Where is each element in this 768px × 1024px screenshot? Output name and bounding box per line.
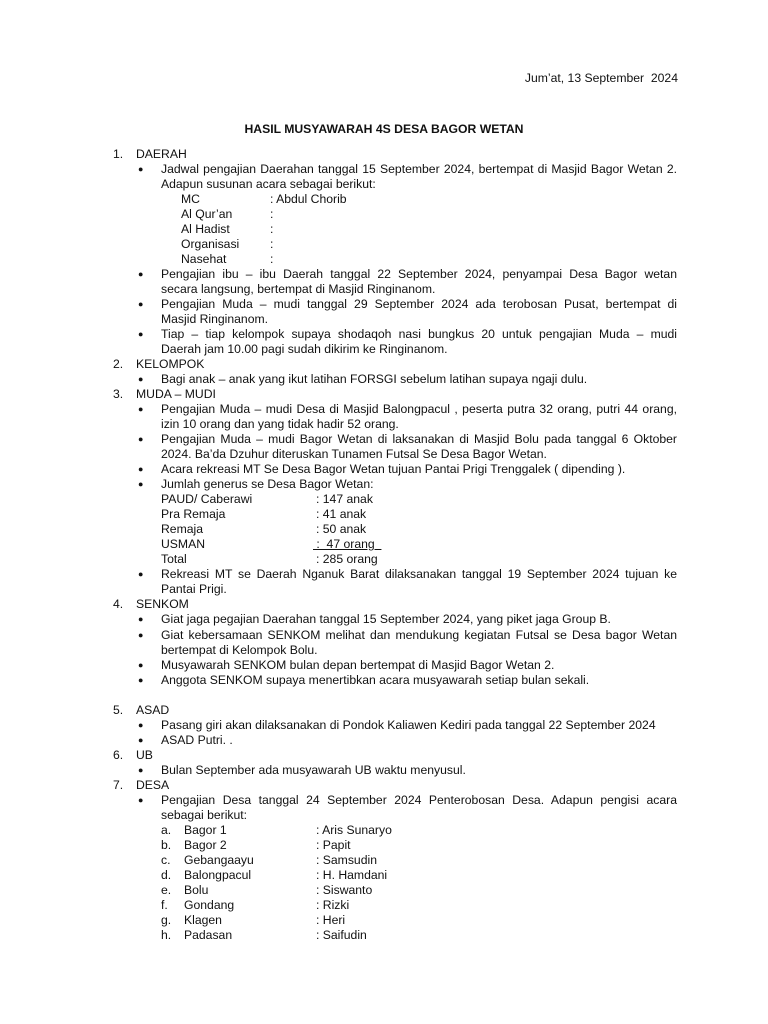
section-title: UB bbox=[136, 748, 153, 762]
section-title: KELOMPOK bbox=[136, 357, 205, 371]
generus-label: Remaja bbox=[161, 522, 203, 536]
document-date: Jum’at, 13 September 2024 bbox=[524, 71, 678, 85]
bullet-text: ASAD Putri. . bbox=[161, 733, 233, 747]
pengisi-value: : Siswanto bbox=[316, 883, 373, 897]
bullet-icon: ● bbox=[138, 720, 144, 730]
bullet-text: Rekreasi MT se Daerah Nganuk Barat dilaksanakan tanggal 19 September 2024 tujuan ke bbox=[161, 567, 677, 581]
bullet-text: Pengajian Muda – mudi tanggal 29 September 2024 ada terobosan Pusat, bertempat di bbox=[161, 297, 677, 311]
section-number: 7. bbox=[113, 778, 124, 792]
bullet-text: bertempat di Kelompok Bolu. bbox=[161, 643, 318, 657]
bullet-icon: ● bbox=[138, 299, 144, 309]
document-title: HASIL MUSYAWARAH 4S DESA BAGOR WETAN bbox=[244, 122, 524, 136]
bullet-text: Pasang giri akan dilaksanakan di Pondok Kaliawen Kediri pada tanggal 22 September 2024 bbox=[161, 718, 656, 732]
section-title: ASAD bbox=[136, 703, 170, 717]
generus-value: : 147 anak bbox=[316, 492, 373, 506]
pengisi-letter: b. bbox=[161, 838, 172, 852]
bullet-text: Acara rekreasi MT Se Desa Bagor Wetan tujuan Pantai Prigi Trenggalek ( dipending ). bbox=[161, 462, 626, 476]
generus-value: : 285 orang bbox=[316, 552, 378, 566]
section-title: SENKOM bbox=[136, 597, 189, 611]
bullet-text: secara langsung, bertempat di Masjid Ringinanom. bbox=[161, 282, 436, 296]
section-number: 4. bbox=[113, 597, 124, 611]
pengisi-label: Bagor 2 bbox=[184, 838, 227, 852]
pengisi-letter: d. bbox=[161, 868, 172, 882]
bullet-icon: ● bbox=[138, 329, 144, 339]
pengisi-letter: h. bbox=[161, 928, 172, 942]
bullet-text: Pengajian Muda – mudi Bagor Wetan di laksanakan di Masjid Bolu pada tanggal 6 Oktober bbox=[161, 432, 677, 446]
bullet-text: Giat kebersamaan SENKOM melihat dan mendukung kegiatan Futsal se Desa bagor Wetan bbox=[161, 628, 677, 642]
bullet-text: Tiap – tiap kelompok supaya shodaqoh nasi bungkus 20 untuk pengajian Muda – mudi bbox=[161, 327, 677, 341]
pengisi-letter: f. bbox=[161, 898, 168, 912]
pengisi-label: Gondang bbox=[184, 898, 235, 912]
pengisi-value: : Samsudin bbox=[316, 853, 377, 867]
bullet-icon: ● bbox=[138, 614, 144, 624]
pengisi-value: : Saifudin bbox=[316, 928, 367, 942]
section-number: 3. bbox=[113, 387, 124, 401]
bullet-icon: ● bbox=[138, 269, 144, 279]
section-title: DAERAH bbox=[136, 147, 187, 161]
pengisi-label: Gebangaayu bbox=[184, 853, 254, 867]
bullet-icon: ● bbox=[138, 660, 144, 670]
bullet-text: Jadwal pengajian Daerahan tanggal 15 September 2024, bertempat di Masjid Bagor Wetan 2. bbox=[161, 162, 677, 176]
acara-label: MC bbox=[181, 192, 200, 206]
pengisi-label: Padasan bbox=[184, 928, 233, 942]
acara-value: : bbox=[270, 207, 274, 221]
pengisi-value: : H. Hamdani bbox=[316, 868, 388, 882]
bullet-text: Masjid Ringinanom. bbox=[161, 312, 269, 326]
bullet-text: sebagai berikut: bbox=[161, 808, 248, 822]
bullet-icon: ● bbox=[138, 569, 144, 579]
generus-value: : 41 anak bbox=[316, 507, 367, 521]
section-title: DESA bbox=[136, 778, 170, 792]
pengisi-value: : Rizki bbox=[316, 898, 350, 912]
bullet-text: Pengajian Desa tanggal 24 September 2024 Penterobosan Desa. Adapun pengisi acara bbox=[161, 793, 677, 807]
bullet-icon: ● bbox=[138, 404, 144, 414]
acara-label: Organisasi bbox=[181, 237, 240, 251]
acara-label: Al Hadist bbox=[181, 222, 230, 236]
pengisi-letter: e. bbox=[161, 883, 172, 897]
bullet-text: Pengajian ibu – ibu Daerah tanggal 22 September 2024, penyampai Desa Bagor wetan bbox=[161, 267, 677, 281]
acara-value: : bbox=[270, 252, 274, 266]
bullet-icon: ● bbox=[138, 434, 144, 444]
bullet-icon: ● bbox=[138, 735, 144, 745]
generus-value: : 50 anak bbox=[316, 522, 367, 536]
section-number: 6. bbox=[113, 748, 124, 762]
acara-value: : Abdul Chorib bbox=[270, 192, 347, 206]
pengisi-label: Bolu bbox=[184, 883, 209, 897]
generus-label: USMAN bbox=[161, 537, 206, 551]
pengisi-value: : Aris Sunaryo bbox=[316, 823, 392, 837]
pengisi-label: Klagen bbox=[184, 913, 222, 927]
bullet-text: Pengajian Muda – mudi Desa di Masjid Balongpacul , peserta putra 32 orang, putri 44 orang, bbox=[161, 402, 677, 416]
section-number: 5. bbox=[113, 703, 124, 717]
bullet-text: Pantai Prigi. bbox=[161, 582, 227, 596]
pengisi-label: Bagor 1 bbox=[184, 823, 227, 837]
bullet-text: Bagi anak – anak yang ikut latihan FORSGI sebelum latihan supaya ngaji dulu. bbox=[161, 372, 588, 386]
bullet-text: Anggota SENKOM supaya menertibkan acara musyawarah setiap bulan sekali. bbox=[161, 673, 590, 687]
bullet-text: Adapun susunan acara sebagai berikut: bbox=[161, 177, 376, 191]
bullet-text: Jumlah generus se Desa Bagor Wetan: bbox=[161, 477, 374, 491]
section-title: MUDA – MUDI bbox=[136, 387, 216, 401]
bullet-icon: ● bbox=[138, 374, 144, 384]
generus-label: Total bbox=[161, 552, 187, 566]
bullet-text: Giat jaga pegajian Daerahan tanggal 15 September 2024, yang piket jaga Group B. bbox=[161, 612, 611, 626]
bullet-icon: ● bbox=[138, 479, 144, 489]
pengisi-letter: c. bbox=[161, 853, 171, 867]
bullet-text: izin 10 orang dan yang tidak hadir 52 orang. bbox=[161, 417, 399, 431]
acara-label: Al Qur’an bbox=[181, 207, 233, 221]
section-number: 2. bbox=[113, 357, 124, 371]
bullet-text: 2024. Ba’da Dzuhur diteruskan Tunamen Futsal Se Desa Bagor Wetan. bbox=[161, 447, 547, 461]
pengisi-label: Balongpacul bbox=[184, 868, 252, 882]
bullet-icon: ● bbox=[138, 630, 144, 640]
bullet-icon: ● bbox=[138, 675, 144, 685]
bullet-text: Bulan September ada musyawarah UB waktu menyusul. bbox=[161, 763, 466, 777]
pengisi-value: : Papit bbox=[316, 838, 351, 852]
bullet-text: Daerah jam 10.00 pagi sudah dikirim ke Ringinanom. bbox=[161, 342, 448, 356]
bullet-text: Musyawarah SENKOM bulan depan bertempat di Masjid Bagor Wetan 2. bbox=[161, 658, 555, 672]
pengisi-letter: g. bbox=[161, 913, 172, 927]
generus-value: : 47 orang bbox=[313, 537, 382, 551]
acara-value: : bbox=[270, 237, 274, 251]
section-number: 1. bbox=[113, 147, 124, 161]
bullet-icon: ● bbox=[138, 464, 144, 474]
bullet-icon: ● bbox=[138, 795, 144, 805]
bullet-icon: ● bbox=[138, 164, 144, 174]
generus-label: Pra Remaja bbox=[161, 507, 226, 521]
generus-label: PAUD/ Caberawi bbox=[161, 492, 253, 506]
acara-label: Nasehat bbox=[181, 252, 227, 266]
pengisi-letter: a. bbox=[161, 823, 172, 837]
acara-value: : bbox=[270, 222, 274, 236]
bullet-icon: ● bbox=[138, 765, 144, 775]
pengisi-value: : Heri bbox=[316, 913, 346, 927]
